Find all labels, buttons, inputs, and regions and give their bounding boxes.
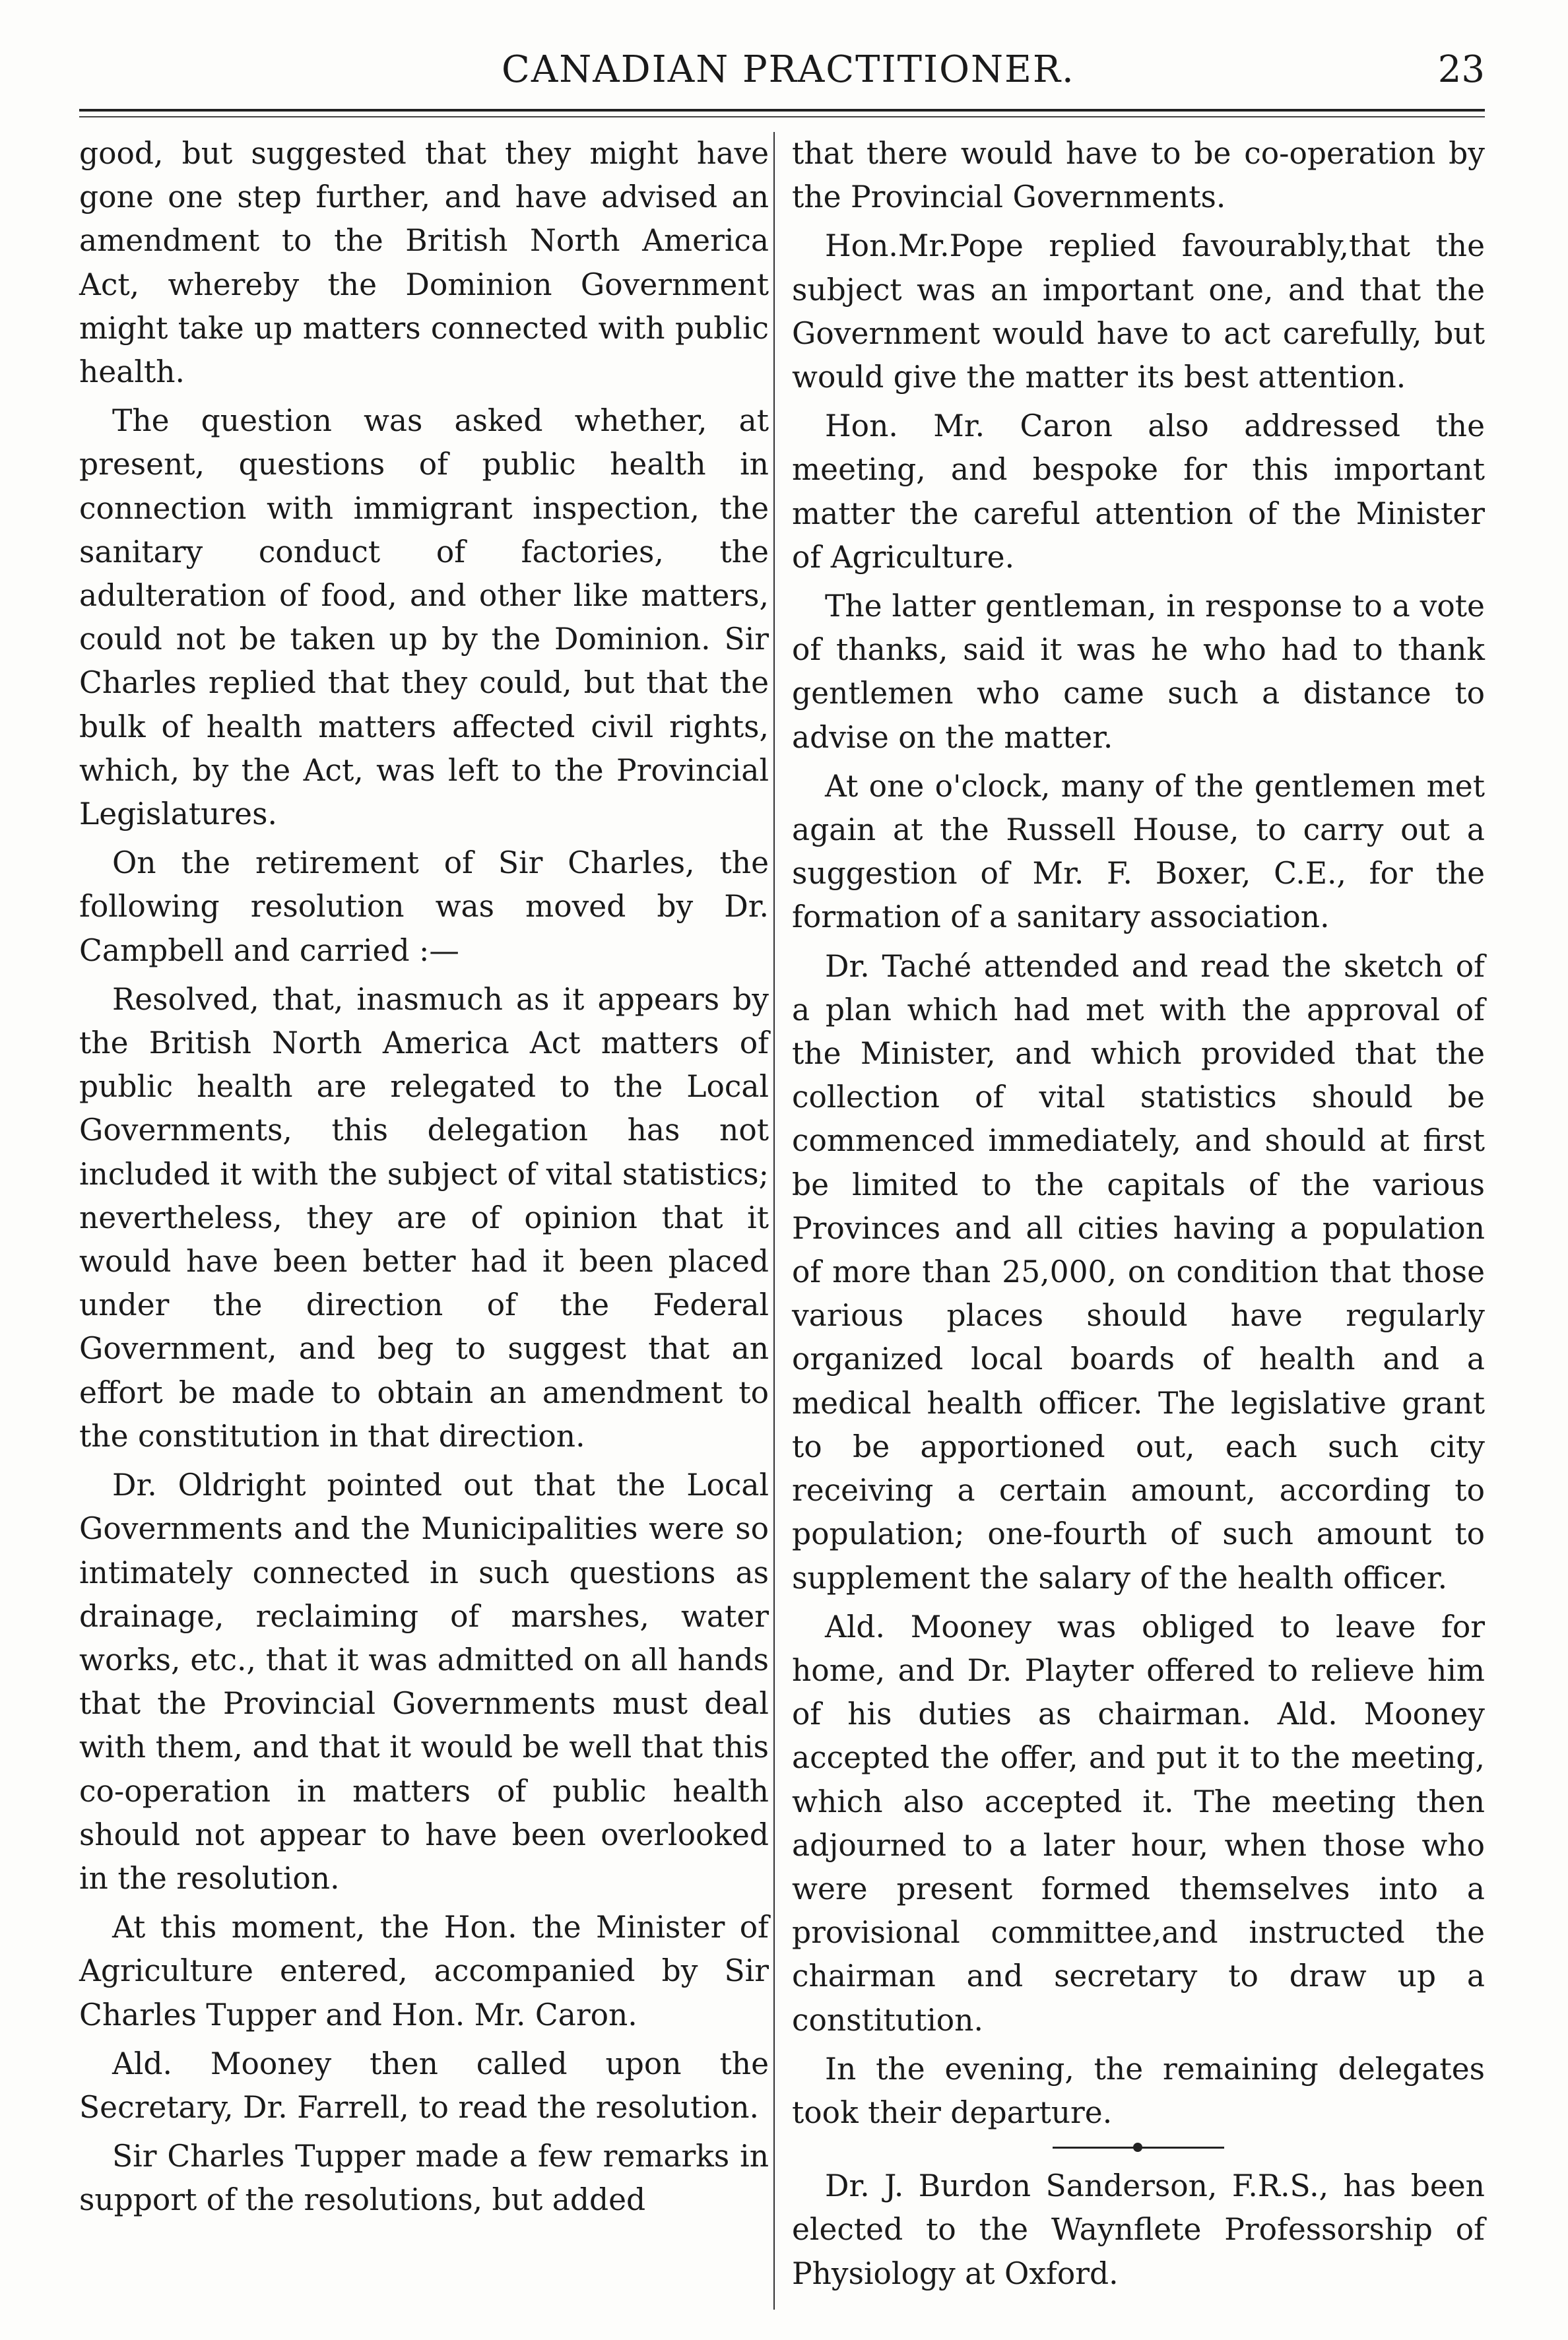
paragraph: In the evening, the remaining delegates took their departure. [792, 2051, 1485, 2130]
paragraph: The question was asked whether, at present, questions of public health in connection with immigrant inspection, the sanitary conduct of factories, the adulteration of food, and other like matters, could not be taken up by the Dominion. Sir Charles replied that they could, but that the bulk of health matters affected civil rights, which, by the Act, was left to the Provincial Legislatures. [79, 403, 769, 832]
left-column [79, 132, 769, 2228]
paragraph: good, but suggested that they might have gone one step further, and have advised an amendment to the British North America Act, whereby the Dominion Government might take up matters connected with public health. [79, 136, 769, 390]
paragraph: Ald. Mooney then called upon the Secretary, Dr. Farrell, to read the resolution. [79, 2046, 769, 2125]
paragraph: At this moment, the Hon. the Minister of Agriculture entered, accompanied by Sir Charles Tupper and Hon. Mr. Caron. [79, 1910, 769, 2032]
paragraph: Hon. Mr. Caron also addressed the meeting, and bespoke for this important matter the careful attention of the Minister of Agriculture. [792, 408, 1485, 575]
paragraph: The latter gentleman, in response to a vote of thanks, said it was he who had to thank gentlemen who came such a distance to advise on the matter. [792, 589, 1485, 755]
column-divider [773, 132, 775, 2310]
running-title: CANADIAN PRACTITIONER. [502, 48, 1075, 91]
paragraph: that there would have to be co-operation by the Provincial Governments. [792, 136, 1485, 215]
header-rule-thin [79, 116, 1485, 117]
paragraph: Hon.Mr.Pope replied favourably,that the subject was an important one, and that the Government would have to act carefully, but would give the matter its best attention. [792, 228, 1485, 395]
right-column [792, 132, 1485, 2301]
page-header [79, 36, 1485, 96]
page-number: 23 [1437, 48, 1485, 91]
paragraph: Sir Charles Tupper made a few remarks in support of the resolutions, but added [79, 2139, 769, 2218]
paragraph: At one o'clock, many of the gentlemen met again at the Russell House, to carry out a suggestion of Mr. F. Boxer, C.E., for the formation of a sanitary association. [792, 768, 1485, 935]
paragraph: Dr. Taché attended and read the sketch of a plan which had met with the approval of the Minister, and which provided that the collection of vital statistics should be commenced immediately, and should at first be limited to the capitals of the various Provinces and all cities having a population of more than 25,000, on condition that those various places should have regularly organized local boards of health and a medical health officer. The legislative grant to be apportioned out, each such city receiving a certain amount, according to population; one-fourth of such amount to supplement the salary of the health officer. [792, 948, 1485, 1596]
paragraph: Dr. Oldright pointed out that the Local Governments and the Municipalities were so intimately connected in such questions as drainage, reclaiming of marshes, water works, etc., that it was admitted on all hands that the Provincial Governments must deal with them, and that it would be well that this co-operation in matters of public health should not appear to have been overlooked in the resolution. [79, 1468, 769, 1896]
paragraph: Ald. Mooney was obliged to leave for home, and Dr. Playter offered to relieve him of his duties as chairman. Ald. Mooney accepted the offer, and put it to the meeting, which also accepted it. The meeting then adjourned to a later hour, when those who were present formed themselves into a provisional committee,and instructed the chairman and secretary to draw up a constitution. [792, 1609, 1485, 2038]
header-rule [79, 109, 1485, 112]
paragraph: Resolved, that, inasmuch as it appears by the British North America Act matters of public health are relegated to the Local Governments, this delegation has not included it with the subject of vital statistics; nevertheless, they are of opinion that it would have been better had it been placed under the direction of the Federal Government, and beg to suggest that an effort be made to obtain an amendment to the constitution in that direction. [79, 981, 769, 1454]
section-divider-ornament [1053, 2147, 1224, 2149]
news-item: Dr. J. Burdon Sanderson, F.R.S., has been elected to the Waynflete Professorship of Physiology at Oxford. [792, 2168, 1485, 2291]
paragraph: On the retirement of Sir Charles, the following resolution was moved by Dr. Campbell and carried :— [79, 845, 769, 968]
